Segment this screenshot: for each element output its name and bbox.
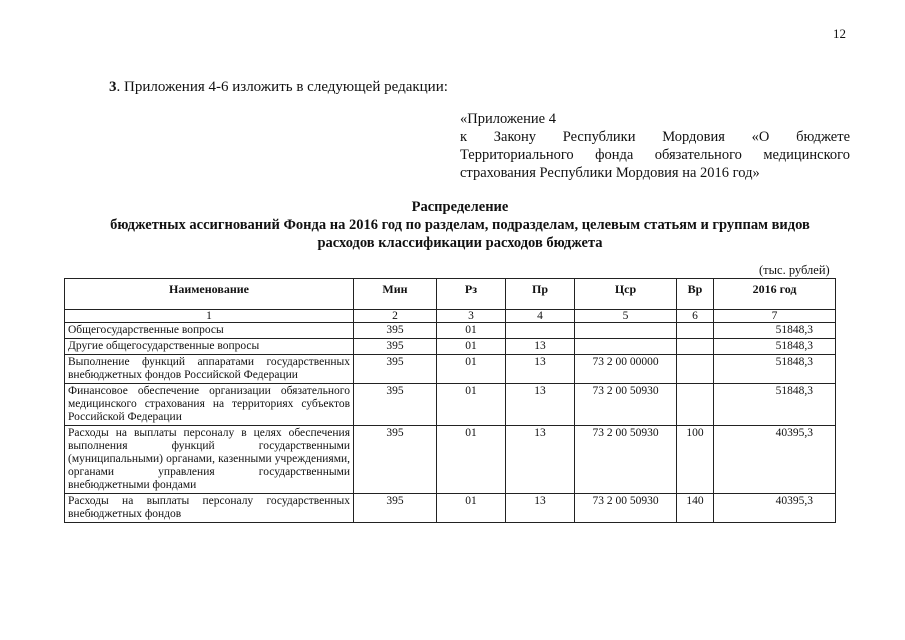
col-number: 5 bbox=[575, 310, 677, 323]
row-min: 395 bbox=[354, 384, 437, 426]
row-csr: 73 2 00 00000 bbox=[575, 355, 677, 384]
table-row bbox=[65, 426, 836, 494]
table-row bbox=[65, 355, 836, 384]
header-rz: Рз bbox=[437, 279, 506, 310]
col-number: 2 bbox=[354, 310, 437, 323]
row-amount: 51848,3 bbox=[714, 323, 836, 339]
row-name: Общегосударственные вопросы bbox=[65, 323, 354, 339]
table-header-row bbox=[65, 279, 836, 310]
header-year: 2016 год bbox=[714, 279, 836, 310]
units-label: (тыс. рублей) bbox=[759, 263, 830, 277]
row-pr: 13 bbox=[506, 426, 575, 494]
header-csr: Цср bbox=[575, 279, 677, 310]
appendix-block bbox=[460, 110, 850, 182]
row-pr: 13 bbox=[506, 494, 575, 523]
row-rz: 01 bbox=[437, 384, 506, 426]
row-amount: 40395,3 bbox=[714, 426, 836, 494]
table-row bbox=[65, 339, 836, 355]
document-title bbox=[60, 198, 860, 252]
table-row bbox=[65, 323, 836, 339]
header-vr: Вр bbox=[677, 279, 714, 310]
col-number: 6 bbox=[677, 310, 714, 323]
row-min: 395 bbox=[354, 355, 437, 384]
row-csr bbox=[575, 339, 677, 355]
row-vr: 140 bbox=[677, 494, 714, 523]
col-number: 7 bbox=[714, 310, 836, 323]
row-name: Расходы на выплаты персоналу государственных внебюджетных фондов bbox=[65, 494, 354, 523]
row-csr: 73 2 00 50930 bbox=[575, 494, 677, 523]
table-row bbox=[65, 494, 836, 523]
row-csr bbox=[575, 323, 677, 339]
row-rz: 01 bbox=[437, 323, 506, 339]
row-name: Другие общегосударственные вопросы bbox=[65, 339, 354, 355]
row-min: 395 bbox=[354, 323, 437, 339]
appendix-line-1: «Приложение 4 bbox=[460, 111, 556, 127]
row-min: 395 bbox=[354, 426, 437, 494]
row-vr bbox=[677, 323, 714, 339]
row-rz: 01 bbox=[437, 494, 506, 523]
row-min: 395 bbox=[354, 494, 437, 523]
title-line-3: расходов классификации расходов бюджета bbox=[317, 235, 603, 251]
appendix-line-3: Территориального фонда обязательного медицинского bbox=[460, 147, 850, 163]
row-vr bbox=[677, 384, 714, 426]
row-vr bbox=[677, 339, 714, 355]
header-pr: Пр bbox=[506, 279, 575, 310]
header-name: Наименование bbox=[65, 279, 354, 310]
header-min: Мин bbox=[354, 279, 437, 310]
row-pr: 13 bbox=[506, 355, 575, 384]
row-name: Финансовое обеспечение организации обязательного медицинского страхования на территориях субъектов Российской Федерации bbox=[65, 384, 354, 426]
row-min: 395 bbox=[354, 339, 437, 355]
instruction-text: . Приложения 4-6 изложить в следующей редакции: bbox=[116, 79, 448, 95]
row-rz: 01 bbox=[437, 339, 506, 355]
row-amount: 51848,3 bbox=[714, 339, 836, 355]
instruction-number: 3 bbox=[109, 79, 117, 95]
appendix-line-4: страхования Республики Мордовия на 2016 год» bbox=[460, 165, 760, 181]
title-line-1: Распределение bbox=[411, 199, 509, 215]
row-amount: 51848,3 bbox=[714, 355, 836, 384]
col-number: 1 bbox=[65, 310, 354, 323]
row-rz: 01 bbox=[437, 355, 506, 384]
row-pr: 13 bbox=[506, 384, 575, 426]
column-number-row bbox=[65, 310, 836, 323]
row-name: Выполнение функций аппаратами государственных внебюджетных фондов Российской Федерации bbox=[65, 355, 354, 384]
budget-table bbox=[64, 278, 836, 523]
table-row bbox=[65, 384, 836, 426]
col-number: 3 bbox=[437, 310, 506, 323]
appendix-line-2: к Закону Республики Мордовия «О бюджете bbox=[460, 129, 850, 145]
row-amount: 51848,3 bbox=[714, 384, 836, 426]
row-pr bbox=[506, 323, 575, 339]
row-vr bbox=[677, 355, 714, 384]
page-number: 12 bbox=[833, 26, 846, 41]
row-rz: 01 bbox=[437, 426, 506, 494]
instruction-line bbox=[109, 79, 448, 96]
col-number: 4 bbox=[506, 310, 575, 323]
row-name: Расходы на выплаты персоналу в целях обеспечения выполнения функций государственными (муниципальными) органами, казенными учреждениями, органами управления государственными внебюджетными фондами bbox=[65, 426, 354, 494]
row-csr: 73 2 00 50930 bbox=[575, 384, 677, 426]
row-pr: 13 bbox=[506, 339, 575, 355]
row-amount: 40395,3 bbox=[714, 494, 836, 523]
row-csr: 73 2 00 50930 bbox=[575, 426, 677, 494]
title-line-2: бюджетных ассигнований Фонда на 2016 год по разделам, подразделам, целевым статьям и группам видов bbox=[110, 217, 810, 233]
row-vr: 100 bbox=[677, 426, 714, 494]
